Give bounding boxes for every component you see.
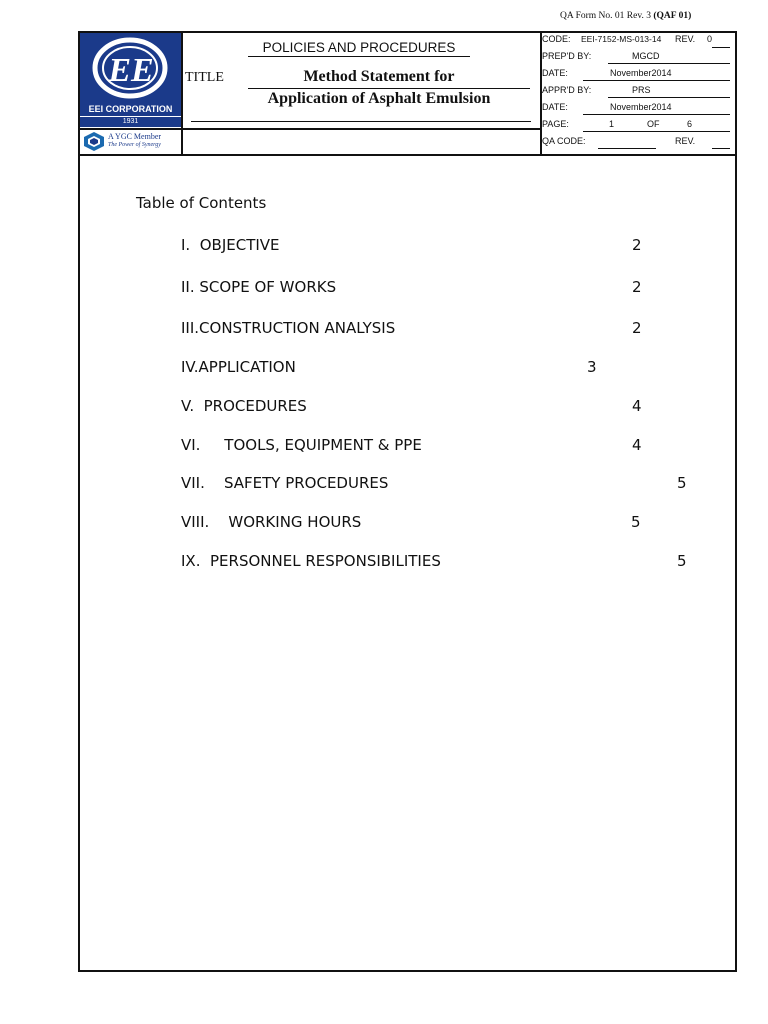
apprd-label: APPR'D BY: — [542, 85, 592, 95]
page-value: 1 — [609, 119, 615, 129]
rev-underline — [712, 47, 730, 48]
toc-page-scope: 2 — [632, 278, 642, 296]
title-underline — [191, 121, 531, 122]
toc-page-personnel: 5 — [677, 552, 687, 570]
page-label: PAGE: — [542, 119, 569, 129]
prepd-underline — [608, 63, 730, 64]
toc-page-procedures: 4 — [632, 397, 642, 415]
rev-value: 0 — [707, 34, 713, 44]
date1-label: DATE: — [542, 68, 568, 78]
toc-page-tools: 4 — [632, 436, 642, 454]
toc-item-objective: I. OBJECTIVE — [181, 236, 280, 254]
date2-underline — [583, 114, 730, 115]
toc-page-working-hours: 5 — [631, 513, 641, 531]
title-label: TITLE — [185, 70, 224, 85]
toc-item-safety: VII. SAFETY PROCEDURES — [181, 474, 389, 492]
code-value: EEI-7152-MS-013-14 — [581, 34, 662, 44]
toc-page-safety: 5 — [677, 474, 687, 492]
toc-item-tools: VI. TOOLS, EQUIPMENT & PPE — [181, 436, 422, 454]
date2-label: DATE: — [542, 102, 568, 112]
apprd-value: PRS — [632, 85, 651, 95]
date2-value: November2014 — [610, 102, 672, 112]
date1-underline — [583, 80, 730, 81]
qa-rev-underline — [712, 148, 730, 149]
toc-item-working-hours: VIII. WORKING HOURS — [181, 513, 362, 531]
toc-item-scope: II. SCOPE OF WORKS — [181, 278, 337, 296]
toc-page-objective: 2 — [632, 236, 642, 254]
apprd-underline — [608, 97, 730, 98]
ygc-logo-icon — [82, 131, 106, 152]
prepd-value: MGCD — [632, 51, 660, 61]
header-divider — [78, 154, 737, 156]
toc-title: Table of Contents — [136, 194, 267, 212]
date1-value: November2014 — [610, 68, 672, 78]
rev-label: REV. — [675, 34, 696, 44]
logo-column-border — [181, 33, 183, 154]
title-separator — [248, 88, 530, 89]
toc-item-personnel: IX. PERSONNEL RESPONSIBILITIES — [181, 552, 441, 570]
of-label: OF — [647, 119, 660, 129]
member-row-divider — [80, 128, 540, 130]
toc-item-procedures: V. PROCEDURES — [181, 397, 307, 415]
code-label: CODE: — [542, 34, 571, 44]
ygc-tagline: The Power of Synergy — [108, 142, 161, 148]
eei-logo-icon — [80, 33, 181, 103]
company-year: 1931 — [80, 116, 181, 127]
policies-heading: POLICIES AND PROCEDURES — [248, 40, 470, 57]
toc-page-construction: 2 — [632, 319, 642, 337]
qa-code-label: QA CODE: — [542, 136, 586, 146]
qa-rev-label: REV. — [675, 136, 696, 146]
document-title-line2: Application of Asphalt Emulsion — [267, 90, 491, 107]
document-title-line1: Method Statement for — [303, 68, 455, 85]
page-underline — [583, 131, 730, 132]
ygc-member-text: A YGC Member — [108, 132, 162, 141]
toc-item-construction: III.CONSTRUCTION ANALYSIS — [181, 319, 396, 337]
company-name: EEI CORPORATION — [80, 103, 181, 115]
document-frame — [78, 31, 737, 972]
qa-code-underline — [598, 148, 656, 149]
prepd-label: PREP'D BY: — [542, 51, 592, 61]
logo-lettering: EE — [108, 52, 154, 89]
toc-page-application: 3 — [587, 358, 597, 376]
toc-item-application: IV.APPLICATION — [181, 358, 296, 376]
form-number: QA Form No. 01 Rev. 3 (QAF 01) — [560, 11, 692, 21]
of-value: 6 — [687, 119, 693, 129]
